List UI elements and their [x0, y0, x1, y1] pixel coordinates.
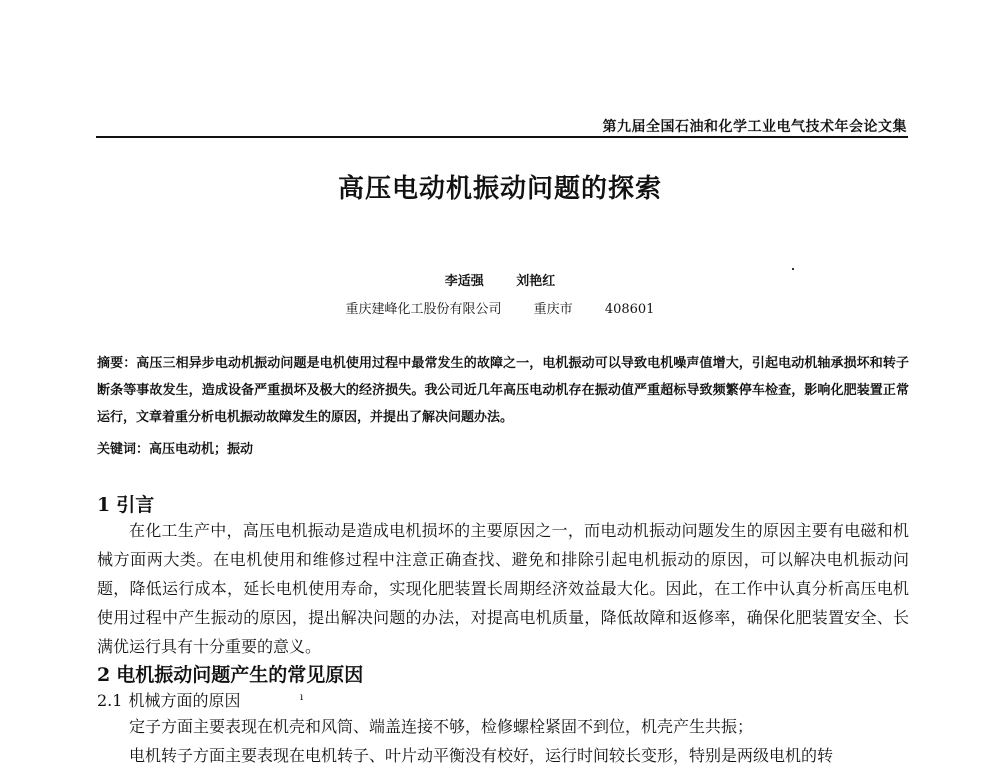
keywords-label: 关键词： [97, 442, 150, 457]
affiliation [0, 298, 1000, 317]
affiliation-org: 重庆建峰化工股份有限公司 [345, 302, 502, 317]
paper-title: 高压电动机振动问题的探索 [337, 174, 662, 204]
section-title: 引言 [116, 494, 155, 516]
subsection-title: 机械方面的原因 [128, 691, 241, 710]
paragraph: 电机转子方面主要表现在电机转子、叶片动平衡没有校好，运行时间较长变形，特别是两级电机的转 [129, 746, 834, 765]
section-body [97, 516, 909, 661]
affiliation-city: 重庆市 [533, 302, 573, 317]
subsection-number: 2.1 [97, 691, 123, 710]
author-name: 刘艳红 [516, 274, 556, 289]
abstract [97, 350, 909, 431]
header-rule [96, 136, 908, 138]
scan-mark: ı [300, 692, 304, 703]
section-title: 电机振动问题产生的常见原因 [116, 664, 364, 686]
keywords [97, 438, 253, 457]
subsection-body [97, 712, 909, 770]
paragraph: 定子方面主要表现在机壳和风筒、端盖连接不够，检修螺栓紧固不到位，机壳产生共振； [129, 717, 754, 736]
author-name: 李适强 [444, 274, 484, 289]
affiliation-postcode: 408601 [604, 302, 655, 317]
paragraph: 在化工生产中，高压电机振动是造成电机损坏的主要原因之一，而电动机振动问题发生的原因主要有电磁和机械方面两大类。在电机使用和维修过程中注意正确查找、避免和排除引起电机振动的原因，可以解决电机振动问题，降低运行成本，延长电机使用寿命，实现化肥装置长周期经济效益最大化。因此，在工作中认真分析高压电机使用过程中产生振动的原因，提出解决问题的办法，对提高电机质量，降低故障和返修率，确保化肥装置安全、长满优运行具有十分重要的意义。 [97, 521, 909, 656]
abstract-label: 摘要： [97, 356, 137, 371]
section-number: 2 [97, 664, 111, 686]
keywords-text: 高压电动机；振动 [149, 442, 254, 457]
section-heading [97, 490, 154, 517]
subsection-heading [97, 688, 240, 711]
section-heading [97, 660, 363, 687]
abstract-text: 高压三相异步电动机振动问题是电机使用过程中最常发生的故障之一，电机振动可以导致电机噪声值增大，引起电动机轴承损坏和转子断条等事故发生，造成设备严重损坏及极大的经济损失。我公司近几年高压电动机存在振动值严重超标导致频繁停车检查，影响化肥装置正常运行，文章着重分析电机振动故障发生的原因，并提出了解决问题办法。 [97, 356, 909, 425]
author-list [0, 270, 1000, 289]
running-header: 第九届全国石油和化学工业电气技术年会论文集 [602, 119, 907, 135]
section-number: 1 [97, 494, 111, 516]
